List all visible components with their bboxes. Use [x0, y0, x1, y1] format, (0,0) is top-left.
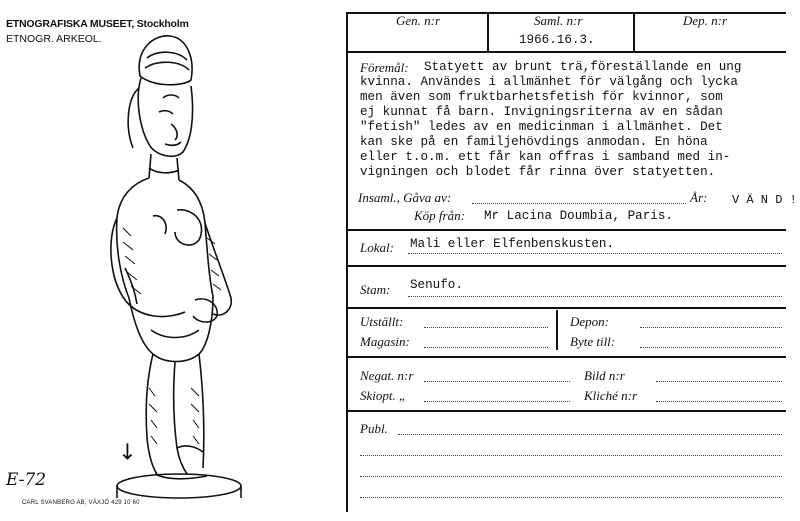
- lokal-value: Mali eller Elfenbenskusten.: [410, 237, 615, 251]
- foremal-line: vigningen och blodet får rinna över statyetten.: [360, 165, 716, 179]
- bild-line: [656, 381, 782, 382]
- foremal-line: kan ske på en familjehövdings anmodan. En höna: [360, 135, 708, 149]
- rule: [347, 307, 786, 309]
- dep-nr-label: Dep. n:r: [683, 13, 728, 28]
- pointer-arrow-icon: ↙: [111, 435, 143, 467]
- card-left-border: [346, 12, 348, 512]
- stam-label: Stam:: [360, 282, 391, 297]
- divider: [633, 12, 635, 52]
- rule: [347, 265, 786, 267]
- rule: [347, 410, 786, 412]
- negat-line: [424, 381, 570, 382]
- utstallt-label: Utställt:: [360, 314, 404, 329]
- foremal-line: ej kunnat få barn. Invigningsriterna av en sådan: [360, 105, 723, 119]
- insaml-label: Insaml., Gåva av:: [358, 190, 452, 205]
- foremal-label: Föremål:: [360, 60, 409, 75]
- magasin-label: Magasin:: [360, 334, 410, 349]
- foremal-line: kvinna. Användes i allmänhet för välgång och lycka: [360, 75, 738, 89]
- insaml-line: [472, 203, 686, 204]
- skiopt-label: Skiopt. „: [360, 388, 407, 403]
- publ-line: [398, 434, 782, 435]
- negat-label: Negat. n:r: [360, 368, 414, 383]
- publ-line: [360, 497, 782, 498]
- kliche-line: [656, 401, 782, 402]
- kop-label: Köp från:: [414, 208, 465, 223]
- depon-label: Depon:: [570, 314, 609, 329]
- bild-label: Bild n:r: [584, 368, 625, 383]
- divider: [556, 310, 558, 350]
- depon-line: [640, 327, 782, 328]
- rule: [347, 51, 786, 53]
- kliche-label: Kliché n:r: [584, 388, 638, 403]
- kop-value: Mr Lacina Doumbia, Paris.: [484, 209, 673, 223]
- foremal-line: eller t.o.m. ett får kan offras i samband med in-: [360, 150, 731, 164]
- publ-line: [360, 476, 782, 477]
- magasin-line: [424, 347, 548, 348]
- gen-nr-label: Gen. n:r: [396, 13, 441, 28]
- stam-line: [408, 296, 782, 297]
- skiopt-line: [424, 401, 570, 402]
- saml-nr-value: 1966.16.3.: [519, 33, 595, 47]
- museum-name: ETNOGRAFISKA MUSEET, Stockholm: [6, 18, 189, 30]
- foremal-line: "fetish" ledes av en medicinman i allmänhet. Det: [360, 120, 723, 134]
- lokal-line: [408, 253, 782, 254]
- publ-label: Publ.: [360, 421, 388, 436]
- department: ETNOGR. ARKEOL.: [6, 33, 102, 45]
- stam-value: Senufo.: [410, 278, 463, 292]
- lokal-label: Lokal:: [360, 240, 394, 255]
- vand-note: V Ä N D !: [732, 193, 797, 207]
- rule: [347, 229, 786, 231]
- foremal-first-line: Statyett av brunt trä,föreställande en ung: [424, 60, 742, 74]
- statue-drawing: [95, 28, 245, 500]
- printer-note: CARL SVANBERG AB, VÄXJÖ 429 10 60: [22, 500, 140, 506]
- saml-nr-label: Saml. n:r: [534, 13, 583, 28]
- publ-line: [360, 455, 782, 456]
- foremal-line: men även som fruktbarhetsfetish för kvinnor, som: [360, 90, 723, 104]
- utstallt-line: [424, 327, 548, 328]
- byte-line: [640, 347, 782, 348]
- divider: [487, 12, 489, 52]
- ar-label: År:: [690, 190, 708, 205]
- signum: E-72: [6, 470, 47, 490]
- byte-label: Byte till:: [570, 334, 616, 349]
- rule: [347, 356, 786, 358]
